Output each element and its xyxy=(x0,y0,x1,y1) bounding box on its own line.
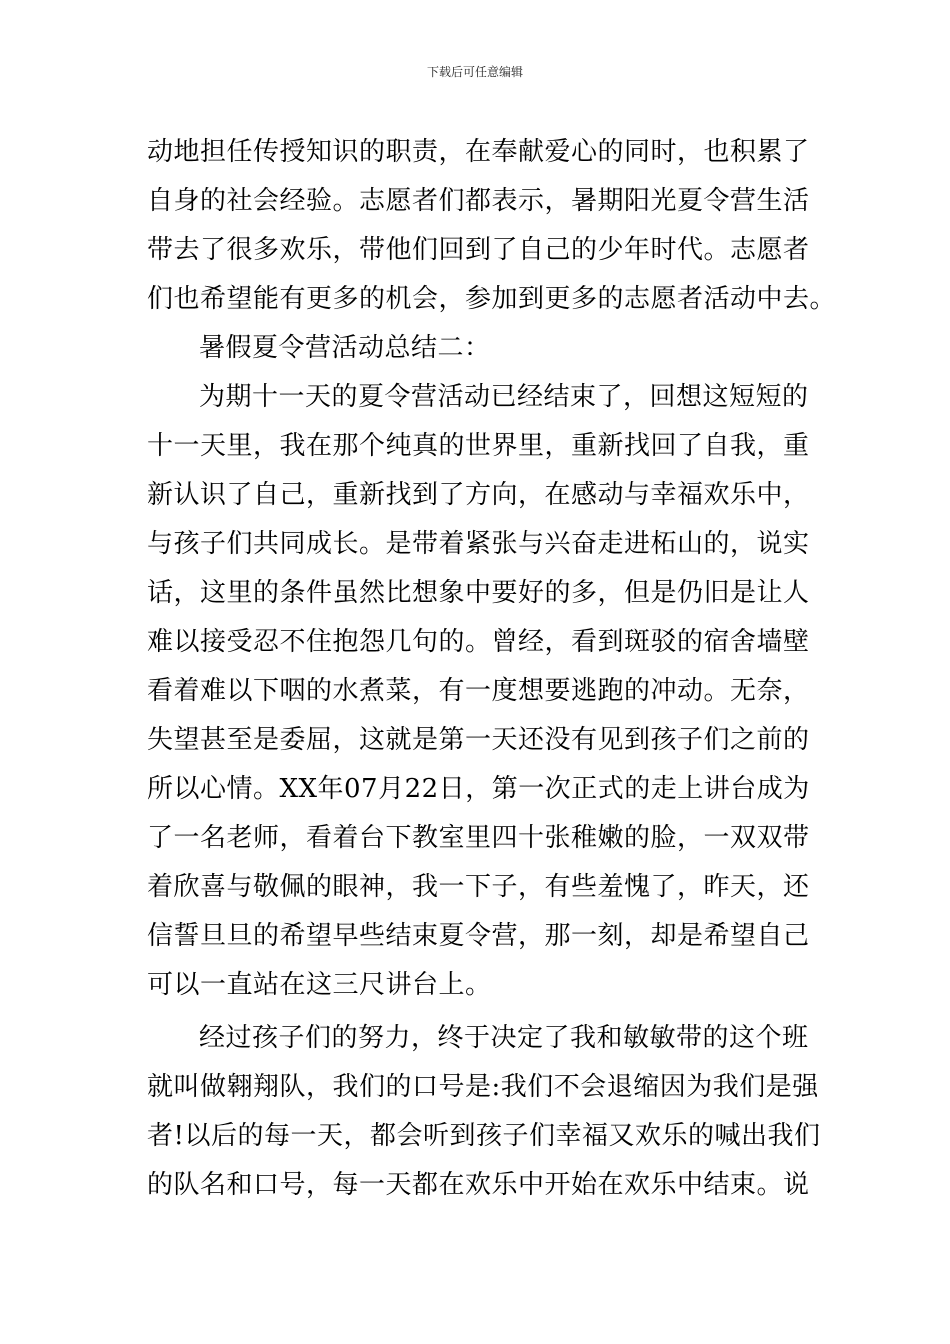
text-line: 带去了很多欢乐，带他们回到了自己的少年时代。志愿者 xyxy=(147,235,810,265)
text-line: 话，这里的条件虽然比想象中要好的多，但是仍旧是让人 xyxy=(147,578,810,608)
section-heading: 暑假夏令营活动总结二： xyxy=(199,333,491,363)
text-line: 者!以后的每一天，都会听到孩子们幸福又欢乐的喊出我们 xyxy=(147,1121,821,1151)
text-line: 的队名和口号，每一天都在欢乐中开始在欢乐中结束。说 xyxy=(147,1170,810,1200)
text-line: 看着难以下咽的水煮菜，有一度想要逃跑的冲动。无奈， xyxy=(147,676,810,706)
text-line: 信誓旦旦的希望早些结束夏令营，那一刻，却是希望自己 xyxy=(147,921,810,951)
text-line: 所以心情。XX年07月22日，第一次正式的走上讲台成为 xyxy=(147,774,810,804)
text-line: 十一天里，我在那个纯真的世界里，重新找回了自我，重 xyxy=(147,431,810,461)
text-line: 自身的社会经验。志愿者们都表示，暑期阳光夏令营生活 xyxy=(147,186,810,216)
text-line: 与孩子们共同成长。是带着紧张与兴奋走进柘山的，说实 xyxy=(147,529,810,559)
text-line: 为期十一天的夏令营活动已经结束了，回想这短短的 xyxy=(199,382,809,412)
text-line: 难以接受忍不住抱怨几句的。曾经，看到斑驳的宿舍墙壁 xyxy=(147,627,810,657)
document-body xyxy=(147,128,837,1210)
page-header: 下载后可任意编辑 xyxy=(426,65,523,79)
text-line: 动地担任传授知识的职责，在奉献爱心的同时，也积累了 xyxy=(147,137,810,167)
text-line: 经过孩子们的努力，终于决定了我和敏敏带的这个班 xyxy=(199,1023,809,1053)
text-line: 了一名老师，看着台下教室里四十张稚嫩的脸，一双双带 xyxy=(147,823,810,853)
text-line: 们也希望能有更多的机会，参加到更多的志愿者活动中去。 xyxy=(147,284,837,314)
text-line: 就叫做翱翔队，我们的口号是:我们不会退缩因为我们是强 xyxy=(147,1072,819,1102)
text-line: 新认识了自己，重新找到了方向，在感动与幸福欢乐中， xyxy=(147,480,810,510)
text-line: 可以一直站在这三尺讲台上。 xyxy=(147,970,492,1000)
text-line: 着欣喜与敬佩的眼神，我一下子，有些羞愧了，昨天，还 xyxy=(147,872,810,902)
text-line: 失望甚至是委屈，这就是第一天还没有见到孩子们之前的 xyxy=(147,725,810,755)
